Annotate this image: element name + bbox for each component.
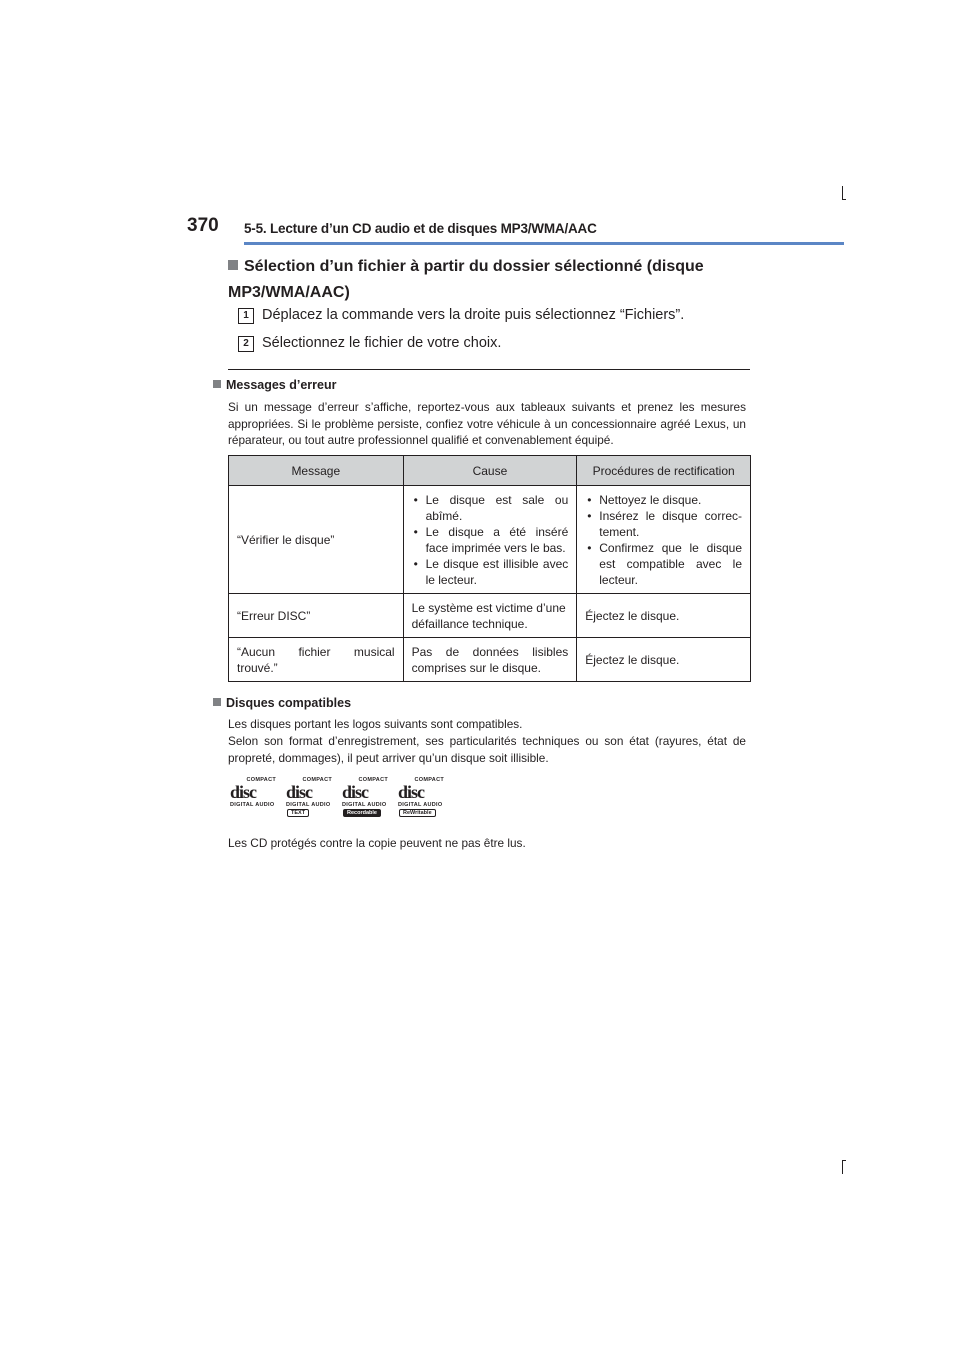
- list-item: • Le disque est illisible avec le lecteur.: [412, 556, 569, 588]
- error-table: [228, 455, 751, 682]
- step-text: Sélectionnez le fichier de votre choix.: [262, 335, 502, 351]
- table-row: [229, 594, 751, 638]
- table-cell: Pas de données lisibles comprises sur le disque.: [403, 638, 577, 682]
- list-item: • Confirmez que le disque est compatible avec le lecteur.: [585, 540, 742, 588]
- column-header: Message: [229, 456, 404, 486]
- compact-disc-rewritable-logo: COMPACT disc DIGITAL AUDIO ReWritable: [398, 777, 444, 816]
- disc-wordmark: disc: [342, 782, 369, 802]
- table-cell: [577, 486, 751, 594]
- page-number: 370: [187, 215, 219, 236]
- column-header: Procédures de rectification: [577, 456, 751, 486]
- list-item: • Nettoyez le disque.: [585, 492, 742, 508]
- compact-disc-text-logo: COMPACT disc DIGITAL AUDIO TEXT: [286, 777, 332, 816]
- compatible-line-1: Les disques portant les logos suivants sont compatibles.: [228, 717, 523, 731]
- divider: [228, 369, 750, 370]
- list-item: • Insérez le disque correc-tement.: [585, 508, 742, 540]
- square-bullet-icon: [228, 260, 238, 270]
- table-row: [229, 638, 751, 682]
- header-rule: [244, 242, 844, 245]
- table-cell: “Erreur DISC”: [229, 594, 404, 638]
- table-header-row: [229, 456, 751, 486]
- disc-wordmark: disc: [230, 782, 257, 802]
- heading-text: Sélection d’un fichier à partir du dossier sélectionné (disque MP3/WMA/AAC): [228, 258, 704, 301]
- table-cell: Éjectez le disque.: [577, 594, 751, 638]
- square-bullet-icon: [213, 380, 221, 388]
- error-messages-title: Messages d’erreur: [213, 378, 336, 392]
- list-item: • Le disque est sale ou abîmé.: [412, 492, 569, 524]
- section-title: 5-5. Lecture d’un CD audio et de disques MP3/WMA/AAC: [244, 221, 597, 236]
- compact-disc-logos: [228, 777, 444, 819]
- step-number: 1: [238, 308, 254, 324]
- section-heading: [228, 254, 758, 306]
- table-cell: Le système est victime d’une défaillance technique.: [403, 594, 577, 638]
- step-number: 2: [238, 336, 254, 352]
- table-cell: Éjectez le disque.: [577, 638, 751, 682]
- column-header: Cause: [403, 456, 577, 486]
- compatible-line-2: Selon son format d’enregistrement, ses particularités techniques ou son état (rayures, état de propreté, dommages), il peut arriver qu’un disque soit illisible.: [228, 734, 746, 765]
- list-item: • Le disque a été inséré face imprimée vers le bas.: [412, 524, 569, 556]
- square-bullet-icon: [213, 698, 221, 706]
- disc-wordmark: disc: [286, 782, 313, 802]
- compact-disc-recordable-logo: COMPACT disc DIGITAL AUDIO Recordable: [342, 777, 388, 816]
- error-messages-body: Si un message d’erreur s’affiche, reportez-vous aux tableaux suivants et prenez les mesures appropriées. Si le problème persiste, confiez votre véhicule à un concessionnaire agréé Lexus, un réparateur, ou tout autre professionnel qualifié et convenablement équipé.: [228, 400, 746, 447]
- copy-protection-note: Les CD protégés contre la copie peuvent ne pas être lus.: [228, 836, 526, 850]
- compact-disc-logo: COMPACT disc DIGITAL AUDIO: [230, 777, 276, 808]
- crop-mark: [842, 1160, 846, 1161]
- table-row: [229, 486, 751, 594]
- compatible-discs-title: Disques compatibles: [213, 696, 351, 710]
- table-cell: “Vérifier le disque”: [229, 486, 404, 594]
- table-cell: [403, 486, 577, 594]
- step-text: Déplacez la commande vers la droite puis sélectionnez “Fichiers”.: [262, 307, 685, 323]
- disc-wordmark: disc: [398, 782, 425, 802]
- crop-mark: [842, 1160, 843, 1174]
- table-cell: “Aucun fichier musical trouvé.”: [229, 638, 404, 682]
- crop-mark: [842, 186, 843, 200]
- crop-mark: [842, 199, 846, 200]
